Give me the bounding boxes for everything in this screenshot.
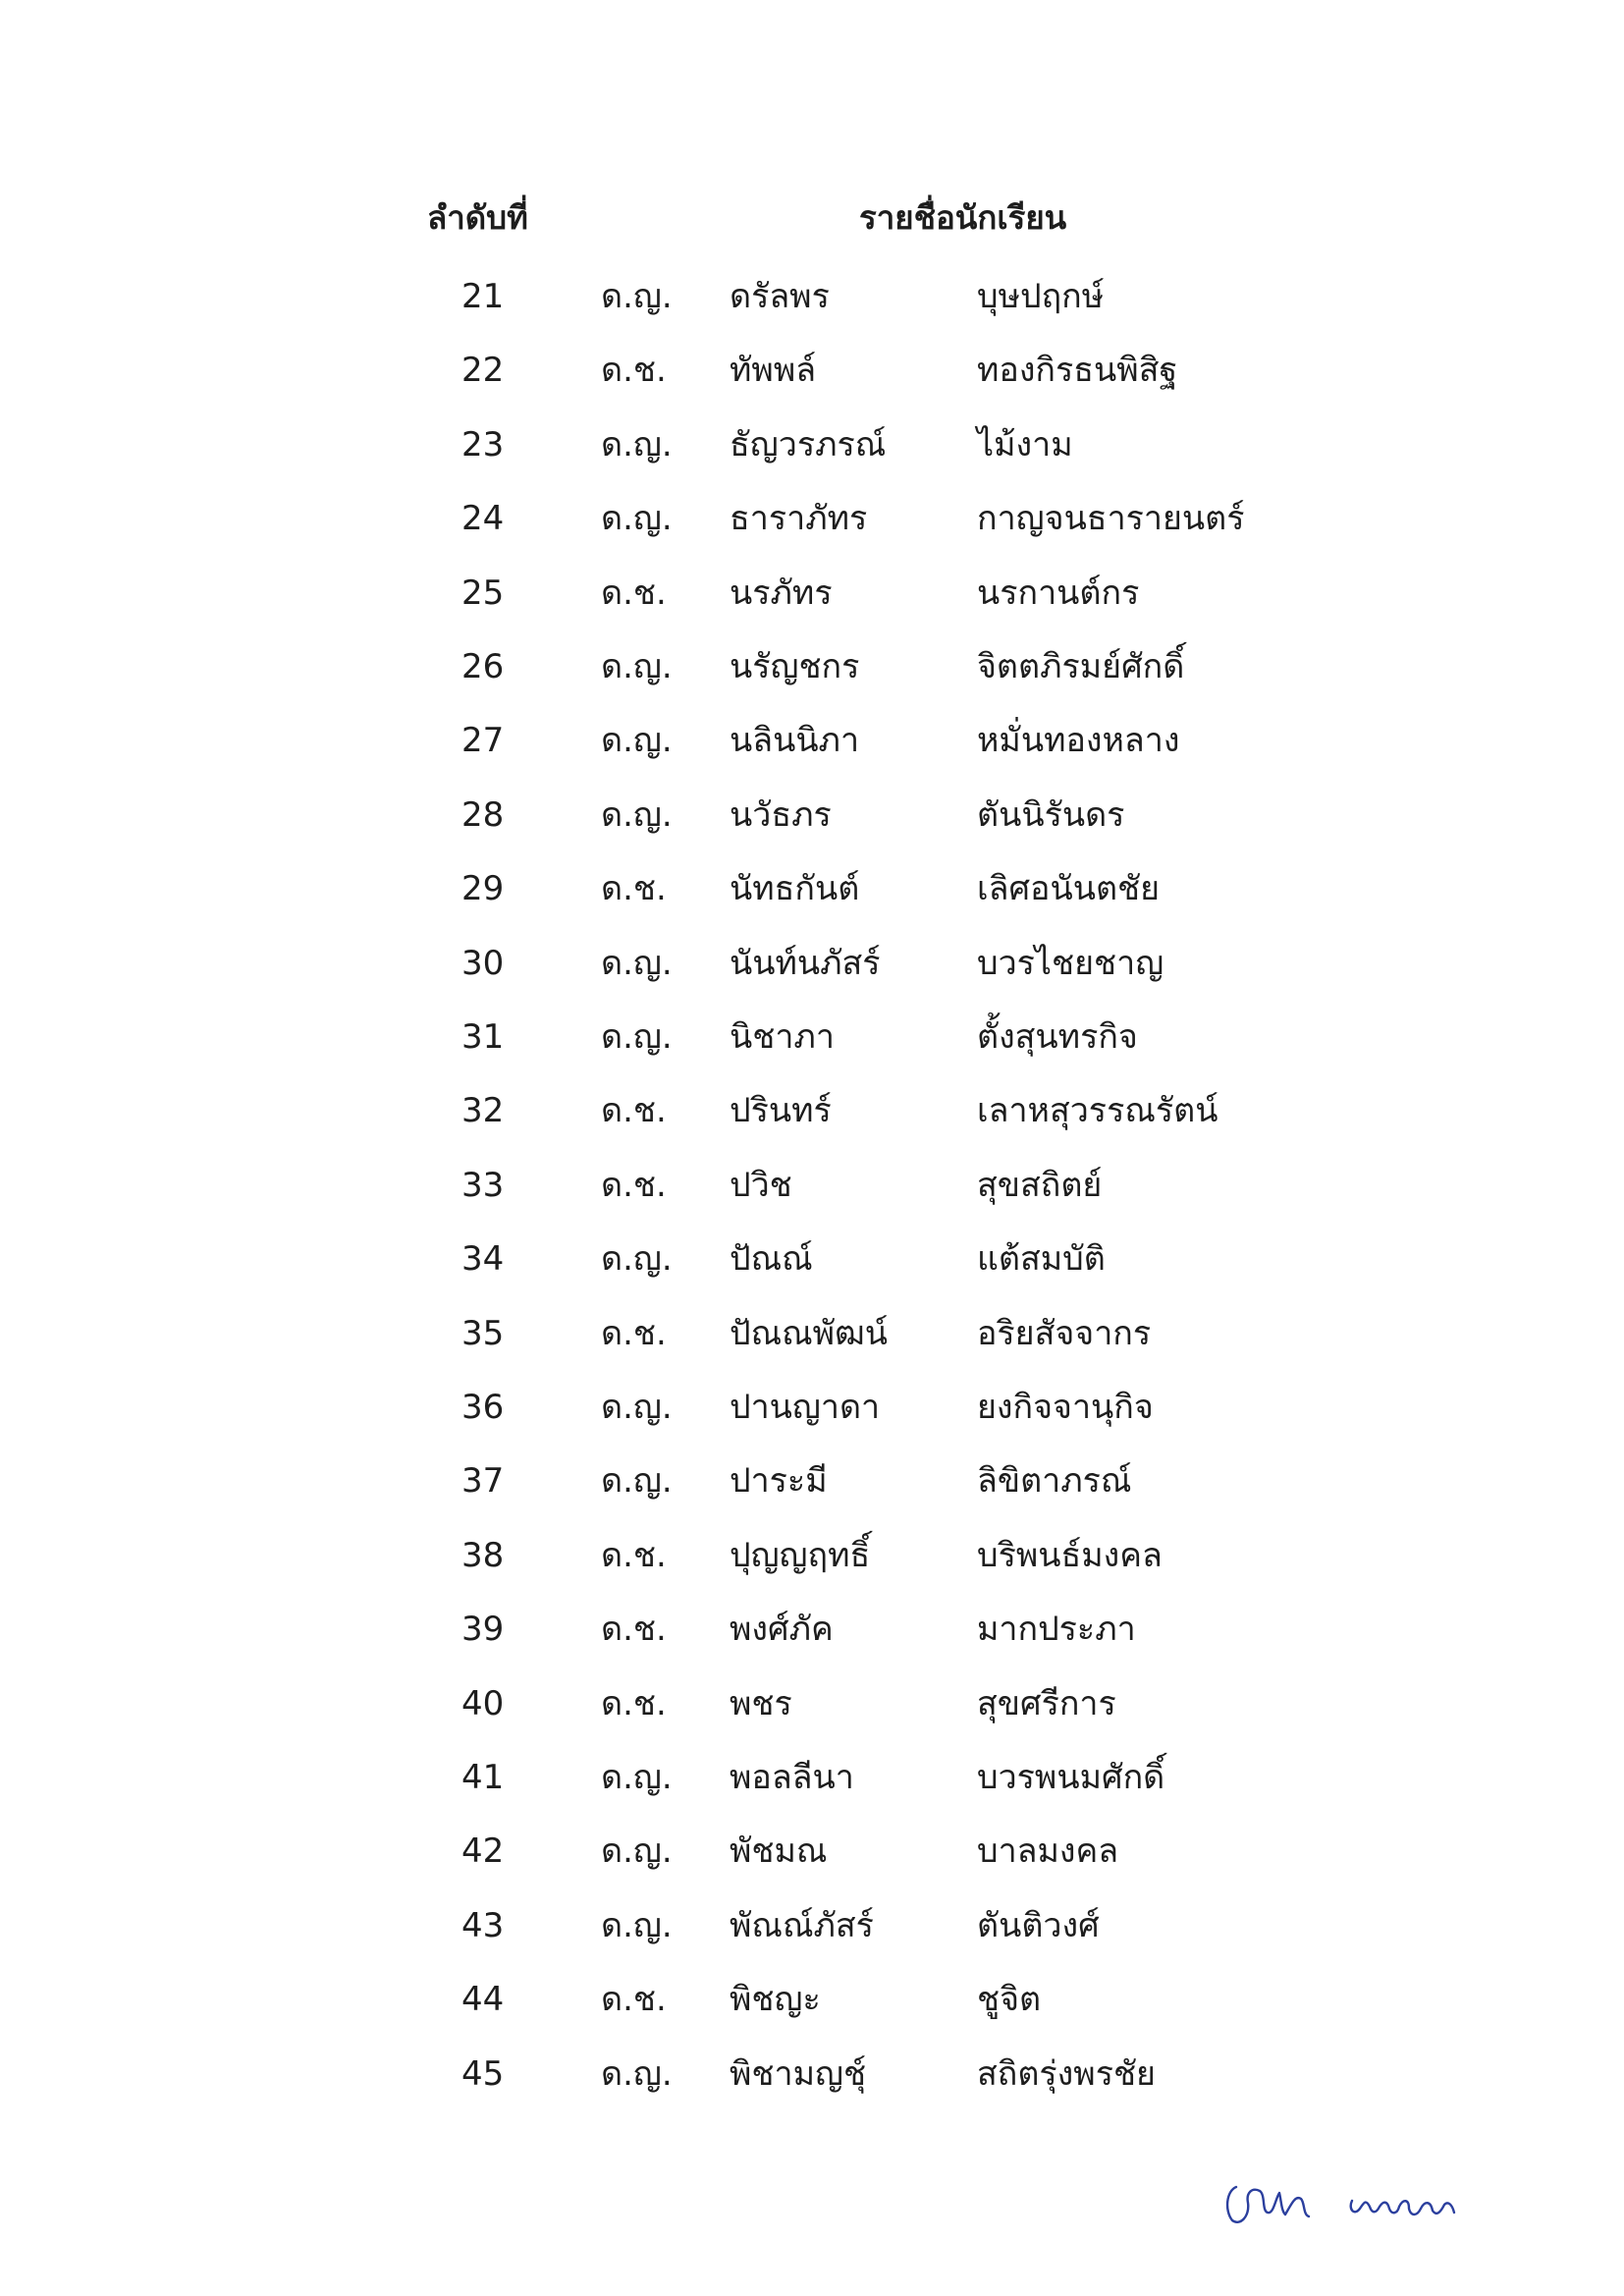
student-row xyxy=(0,1526,1624,1585)
student-number: 28 xyxy=(461,794,505,835)
student-row xyxy=(0,564,1624,623)
student-number: 29 xyxy=(461,869,505,909)
student-row xyxy=(0,415,1624,474)
student-number: 34 xyxy=(461,1239,505,1280)
student-prefix: ด.ญ. xyxy=(601,721,673,761)
student-first-name: ปัณณ์ xyxy=(730,1239,813,1280)
student-row xyxy=(0,1378,1624,1437)
student-number: 38 xyxy=(461,1535,505,1575)
student-last-name: บวรพนมศักดิ์ xyxy=(977,1758,1165,1797)
student-prefix: ด.ช. xyxy=(601,1683,667,1723)
student-prefix: ด.ญ. xyxy=(601,647,673,686)
student-row xyxy=(0,1230,1624,1288)
student-last-name: ยงกิจจานุกิจ xyxy=(977,1388,1154,1427)
student-number: 39 xyxy=(461,1610,505,1650)
student-last-name: อริยสัจจากร xyxy=(977,1313,1152,1353)
student-row xyxy=(0,1970,1624,2029)
student-first-name: พัณณ์ภัสร์ xyxy=(730,1905,874,1945)
student-last-name: ชูจิต xyxy=(977,1980,1042,2020)
student-first-name: นรภัทร xyxy=(730,573,833,613)
student-row xyxy=(0,341,1624,400)
student-number: 45 xyxy=(461,2053,505,2094)
student-last-name: ไม้งาม xyxy=(977,424,1073,465)
student-number: 37 xyxy=(461,1461,505,1502)
student-prefix: ด.ญ. xyxy=(601,1017,673,1057)
student-prefix: ด.ญ. xyxy=(601,1461,673,1502)
student-prefix: ด.ญ. xyxy=(601,2053,673,2094)
student-number: 41 xyxy=(461,1758,505,1797)
student-row xyxy=(0,786,1624,845)
student-number: 40 xyxy=(461,1683,505,1723)
student-last-name: ลิขิตาภรณ์ xyxy=(977,1461,1132,1502)
student-number: 32 xyxy=(461,1091,505,1131)
student-last-name: สุขศรีการ xyxy=(977,1683,1116,1723)
student-row xyxy=(0,934,1624,993)
student-prefix: ด.ญ. xyxy=(601,1239,673,1280)
signature-stroke-1 xyxy=(1227,2187,1309,2222)
student-last-name: เลิศอนันตชัย xyxy=(977,869,1161,909)
student-row xyxy=(0,637,1624,696)
student-last-name: บาลมงคล xyxy=(977,1831,1119,1872)
student-first-name: ปุญญฤทธิ์ xyxy=(730,1535,871,1575)
student-last-name: จิตตภิรมย์ศักดิ์ xyxy=(977,647,1185,686)
student-last-name: นรกานต์กร xyxy=(977,573,1140,613)
student-row xyxy=(0,1600,1624,1659)
student-row xyxy=(0,1156,1624,1215)
student-row xyxy=(0,1451,1624,1510)
student-first-name: พชร xyxy=(730,1683,792,1723)
student-last-name: กาญจนธารายนตร์ xyxy=(977,499,1245,539)
student-row xyxy=(0,1674,1624,1733)
student-row xyxy=(0,1748,1624,1807)
student-last-name: หมั่นทองหลาง xyxy=(977,721,1180,761)
student-prefix: ด.ญ. xyxy=(601,1758,673,1797)
student-number: 35 xyxy=(461,1313,505,1353)
student-first-name: ดรัลพร xyxy=(730,277,830,316)
student-first-name: ปานญาดา xyxy=(730,1388,881,1427)
student-last-name: ตั้งสุนทรกิจ xyxy=(977,1017,1138,1057)
student-first-name: พิชามญชุ์ xyxy=(730,2053,867,2094)
student-number: 23 xyxy=(461,424,505,465)
student-number: 42 xyxy=(461,1831,505,1872)
student-first-name: ปัณณพัฒน์ xyxy=(730,1313,889,1353)
student-number: 30 xyxy=(461,943,505,983)
student-row xyxy=(0,1822,1624,1881)
student-first-name: ปาระมี xyxy=(730,1461,828,1502)
student-last-name: สถิตรุ่งพรชัย xyxy=(977,2053,1156,2094)
student-first-name: ทัพพล์ xyxy=(730,351,817,391)
student-prefix: ด.ช. xyxy=(601,1091,667,1131)
student-last-name: บวรไชยชาญ xyxy=(977,943,1164,983)
student-prefix: ด.ญ. xyxy=(601,424,673,465)
student-last-name: แต้สมบัติ xyxy=(977,1239,1106,1280)
student-prefix: ด.ช. xyxy=(601,1165,667,1205)
student-row xyxy=(0,267,1624,326)
student-number: 44 xyxy=(461,1980,505,2020)
student-last-name: ตันนิรันดร xyxy=(977,794,1125,835)
student-prefix: ด.ช. xyxy=(601,1980,667,2020)
student-first-name: ปวิช xyxy=(730,1165,792,1205)
student-row xyxy=(0,489,1624,548)
student-row xyxy=(0,711,1624,770)
student-prefix: ด.ช. xyxy=(601,1535,667,1575)
student-prefix: ด.ญ. xyxy=(601,499,673,539)
student-first-name: นัทธกันต์ xyxy=(730,869,860,909)
student-first-name: นันท์นภัสร์ xyxy=(730,943,881,983)
student-number: 36 xyxy=(461,1388,505,1427)
student-first-name: นรัญชกร xyxy=(730,647,860,686)
student-prefix: ด.ช. xyxy=(601,573,667,613)
student-prefix: ด.ญ. xyxy=(601,943,673,983)
student-first-name: นวัธภร xyxy=(730,794,832,835)
signature-drawing xyxy=(1222,2165,1478,2234)
student-first-name: พิชญะ xyxy=(730,1980,821,2020)
student-prefix: ด.ช. xyxy=(601,1610,667,1650)
student-first-name: ธาราภัทร xyxy=(730,499,868,539)
student-row xyxy=(0,859,1624,918)
student-number: 22 xyxy=(461,351,505,391)
order-column-header: ลำดับที่ xyxy=(427,198,528,237)
student-number: 21 xyxy=(461,277,505,316)
student-last-name: ทองกิรธนพิสิฐ xyxy=(977,351,1178,391)
student-number: 33 xyxy=(461,1165,505,1205)
table-header xyxy=(0,191,1624,241)
student-first-name: พอลลีนา xyxy=(730,1758,854,1797)
student-number: 25 xyxy=(461,573,505,613)
student-last-name: บริพนธ์มงคล xyxy=(977,1535,1163,1575)
student-first-name: พงศ์ภัค xyxy=(730,1610,834,1650)
student-row xyxy=(0,1304,1624,1363)
student-row xyxy=(0,2045,1624,2104)
student-first-name: ปรินทร์ xyxy=(730,1091,832,1131)
student-number: 27 xyxy=(461,721,505,761)
student-row xyxy=(0,1081,1624,1140)
student-last-name: เลาหสุวรรณรัตน์ xyxy=(977,1091,1218,1131)
student-prefix: ด.ช. xyxy=(601,869,667,909)
student-number: 24 xyxy=(461,499,505,539)
student-last-name: ตันติวงศ์ xyxy=(977,1905,1100,1945)
student-last-name: บุษปฤกษ์ xyxy=(977,277,1105,316)
student-first-name: นิชาภา xyxy=(730,1017,835,1057)
student-number: 26 xyxy=(461,647,505,686)
student-first-name: นลินนิภา xyxy=(730,721,860,761)
signature-stroke-2 xyxy=(1351,2201,1454,2214)
handwritten-signature xyxy=(1222,2165,1478,2234)
student-prefix: ด.ญ. xyxy=(601,1905,673,1945)
student-prefix: ด.ญ. xyxy=(601,1831,673,1872)
student-number: 31 xyxy=(461,1017,505,1057)
student-name-column-header: รายชื่อนักเรียน xyxy=(859,198,1067,237)
student-first-name: พัชมณ xyxy=(730,1831,828,1872)
student-number: 43 xyxy=(461,1905,505,1945)
student-last-name: สุขสถิตย์ xyxy=(977,1165,1103,1205)
student-row xyxy=(0,1008,1624,1066)
student-prefix: ด.ช. xyxy=(601,351,667,391)
student-last-name: มากประภา xyxy=(977,1610,1136,1650)
student-first-name: ธัญวรภรณ์ xyxy=(730,424,887,465)
student-prefix: ด.ญ. xyxy=(601,1388,673,1427)
student-prefix: ด.ญ. xyxy=(601,794,673,835)
student-row xyxy=(0,1896,1624,1955)
student-prefix: ด.ช. xyxy=(601,1313,667,1353)
student-prefix: ด.ญ. xyxy=(601,277,673,316)
